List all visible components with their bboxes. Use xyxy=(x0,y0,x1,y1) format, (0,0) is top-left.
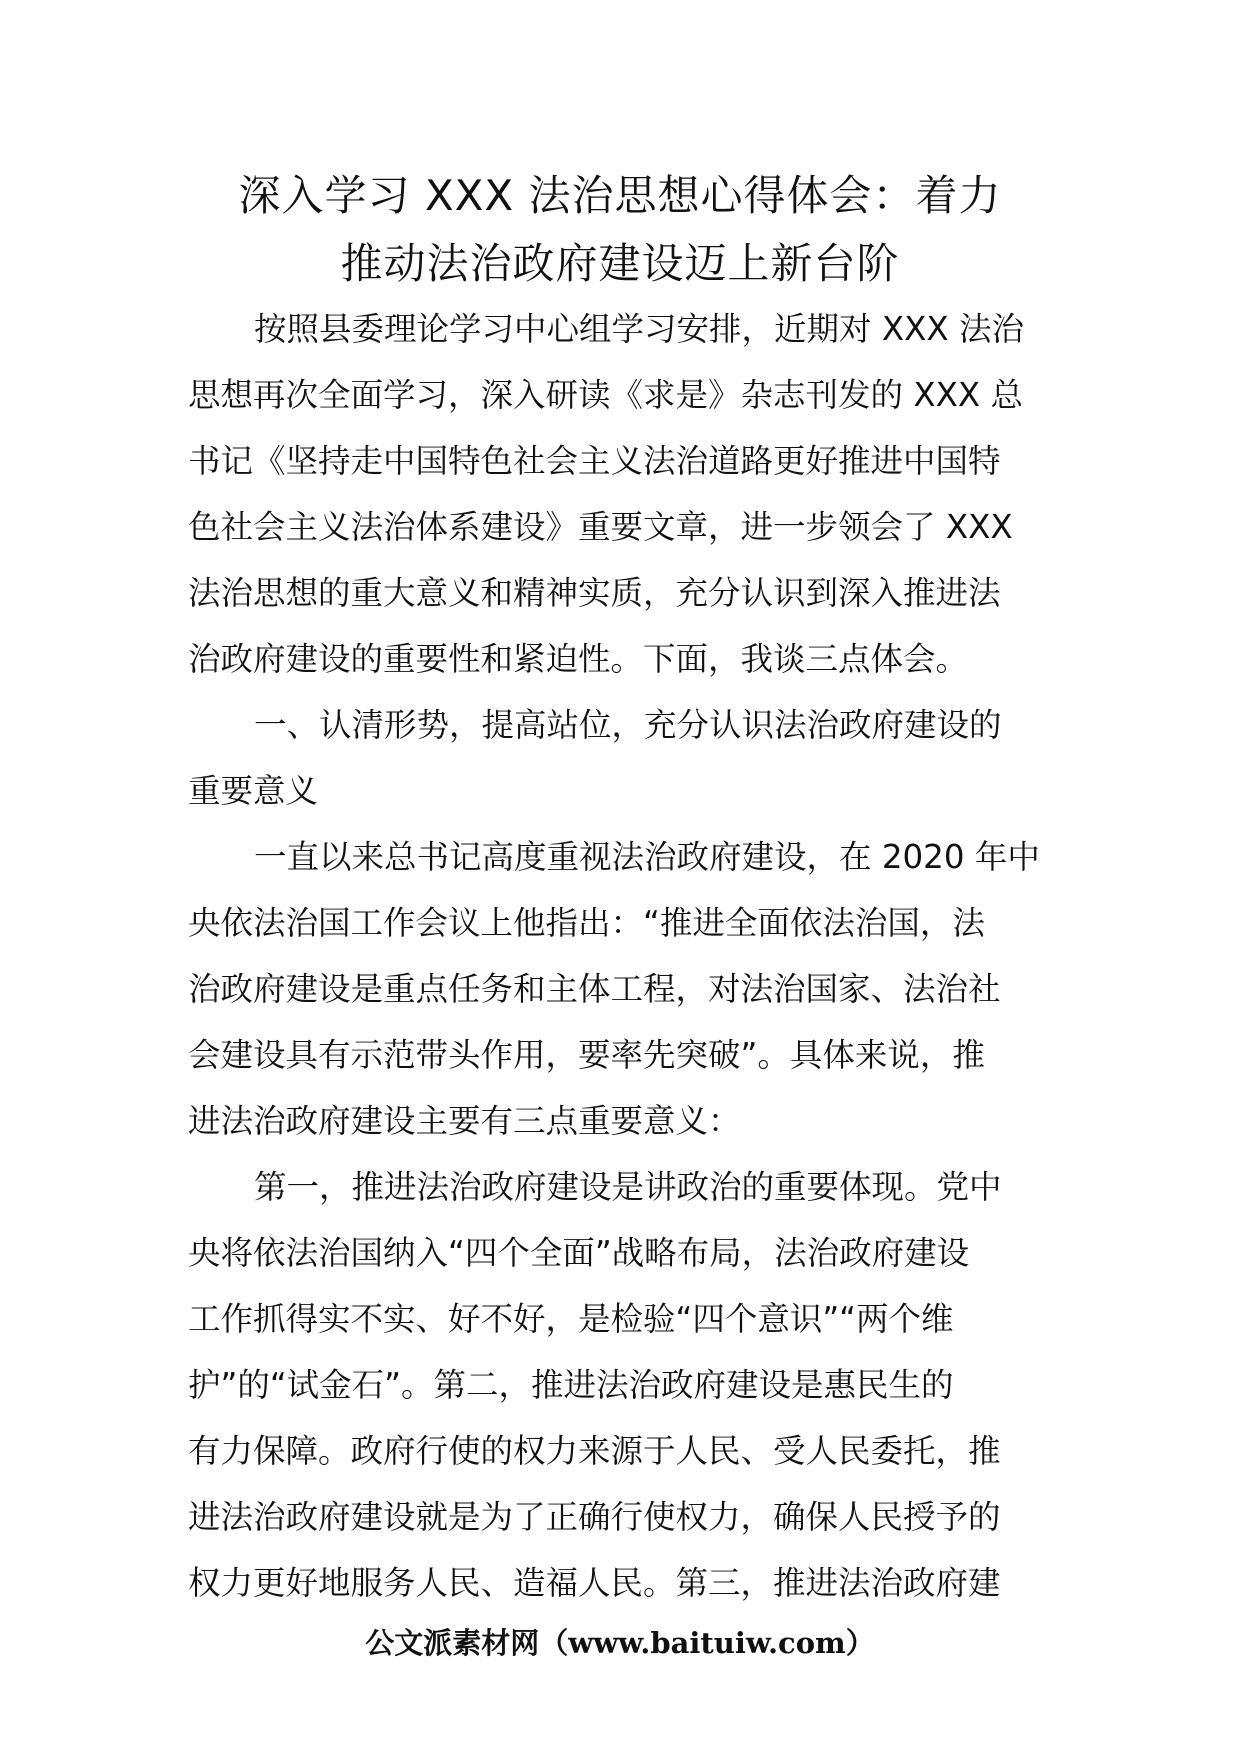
paragraph-line: 治政府建设是重点任务和主体工程，对法治国家、法治社 xyxy=(188,970,1001,1008)
paragraph-line: 治政府建设的重要性和紧迫性。下面，我谈三点体会。 xyxy=(188,640,969,678)
paragraph-line: 法治思想的重大意义和精神实质，充分认识到深入推进法 xyxy=(188,574,1001,612)
paragraph-line: 色社会主义法治体系建设》重要文章，进一步领会了 XXX xyxy=(188,508,1013,546)
paragraph-line: 有力保障。政府行使的权力来源于人民、受人民委托，推 xyxy=(188,1432,1001,1470)
paragraph-line: 权力更好地服务人民、造福人民。第三，推进法治政府建 xyxy=(188,1564,1001,1602)
paragraph-line: 工作抓得实不实、好不好，是检验“四个意识”“两个维 xyxy=(188,1300,954,1338)
title-line-2: 推动法治政府建设迈上新台阶 xyxy=(340,239,900,288)
paragraph-line: 一直以来总书记高度重视法治政府建设，在 2020 年中 xyxy=(254,838,1040,876)
title-line-1: 深入学习 XXX 法治思想心得体会：着力 xyxy=(238,171,1002,220)
paragraph-line: 书记《坚持走中国特色社会主义法治道路更好推进中国特 xyxy=(188,442,1001,480)
paragraph-line: 会建设具有示范带头作用，要率先突破”。具体来说，推 xyxy=(188,1036,985,1074)
footer-watermark: 公文派素材网（www.baituiw.com） xyxy=(365,1626,875,1660)
paragraph-line: 进法治政府建设就是为了正确行使权力，确保人民授予的 xyxy=(188,1498,1001,1536)
paragraph-line: 第一，推进法治政府建设是讲政治的重要体现。党中 xyxy=(254,1168,1002,1206)
paragraph-line: 央将依法治国纳入“四个全面”战略布局，法治政府建设 xyxy=(188,1234,970,1272)
section-heading-line: 一、认清形势，提高站位，充分认识法治政府建设的 xyxy=(254,706,1002,744)
section-heading-line: 重要意义 xyxy=(188,772,319,810)
paragraph-line: 护”的“试金石”。第二，推进法治政府建设是惠民生的 xyxy=(188,1366,954,1404)
paragraph-line: 央依法治国工作会议上他指出：“推进全面依法治国，法 xyxy=(188,904,985,942)
body-text xyxy=(188,296,1058,1616)
paragraph-line: 进法治政府建设主要有三点重要意义： xyxy=(188,1102,741,1140)
paragraph-line: 思想再次全面学习，深入研读《求是》杂志刊发的 XXX 总 xyxy=(188,376,1023,414)
paragraph-line: 按照县委理论学习中心组学习安排，近期对 XXX 法治 xyxy=(254,310,1024,348)
